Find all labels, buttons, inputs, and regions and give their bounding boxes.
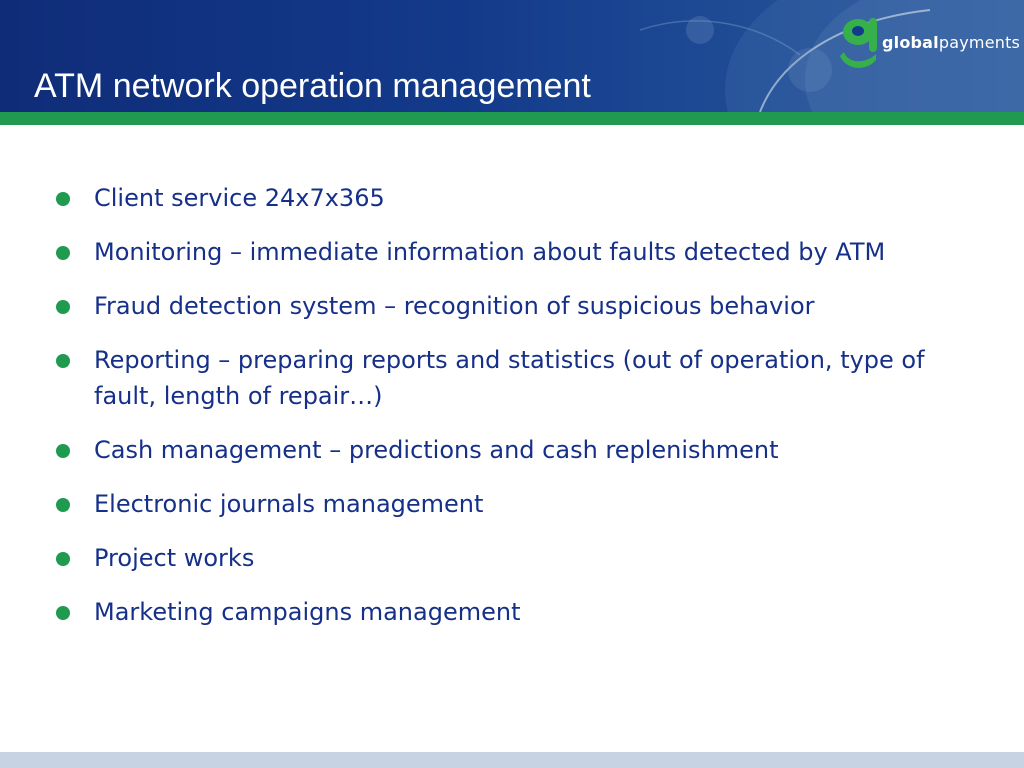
bullet-text: Marketing campaigns management: [94, 598, 521, 626]
slide-title: ATM network operation management: [34, 67, 591, 105]
bullet-dot-icon: [56, 300, 70, 314]
footer-band: [0, 752, 1024, 768]
list-item: [55, 486, 935, 522]
list-item: [55, 342, 935, 414]
bullet-dot-icon: [56, 444, 70, 458]
bullet-text: Fraud detection system – recognition of suspicious behavior: [94, 292, 815, 320]
list-item: [55, 234, 935, 270]
bullet-text: Electronic journals management: [94, 490, 484, 518]
bullet-dot-icon: [56, 552, 70, 566]
bullet-dot-icon: [56, 246, 70, 260]
bullet-text: Monitoring – immediate information about faults detected by ATM: [94, 238, 886, 266]
list-item: [55, 594, 935, 630]
bullet-text: Cash management – predictions and cash replenishment: [94, 436, 779, 464]
list-item: [55, 288, 935, 324]
list-item: [55, 180, 935, 216]
list-item: [55, 540, 935, 576]
slide-header: [0, 0, 1024, 112]
bullet-text: Project works: [94, 544, 255, 572]
bullet-text: Client service 24x7x365: [94, 184, 385, 212]
header-green-rule: [0, 112, 1024, 125]
globalpayments-logo: [832, 8, 1021, 84]
bullet-list: [55, 180, 935, 648]
bullet-text: Reporting – preparing reports and statistics (out of operation, type of fault, length of repair…): [94, 346, 925, 410]
bullet-dot-icon: [56, 498, 70, 512]
bullet-dot-icon: [56, 354, 70, 368]
logo-wordmark: globalpayments: [882, 33, 1021, 52]
bullet-dot-icon: [56, 606, 70, 620]
bullet-dot-icon: [56, 192, 70, 206]
list-item: [55, 432, 935, 468]
